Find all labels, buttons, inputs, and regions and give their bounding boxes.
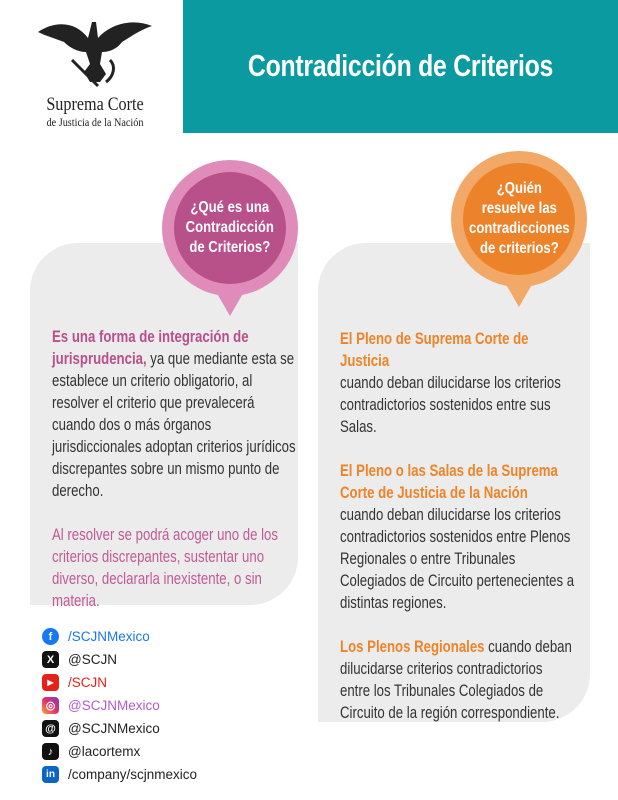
- linkedin-icon: in: [42, 766, 59, 783]
- bubble-text: ¿Quién resuelve las contradicciones de criterios?: [468, 180, 570, 257]
- header-banner: [183, 0, 618, 133]
- social-handle[interactable]: @SCJNMexico: [68, 721, 160, 736]
- bubble-pointer: [504, 281, 534, 307]
- question-bubble-who: [451, 151, 587, 287]
- social-handle[interactable]: @SCJNMexico: [68, 698, 160, 713]
- logo-subtitle: de Justicia de la Nación: [46, 115, 144, 129]
- social-links: [42, 625, 197, 786]
- resolver-item: [340, 328, 576, 438]
- resolver-desc: cuando deban dilucidarse los criterios contradictorios sostenidos entre Plenos Regionales o entre Tribunales Colegiados de Circuito pertenecientes a distintas regiones.: [340, 506, 575, 612]
- resolution-note: Al resolver se podrá acoger uno de los criterios discrepantes, sustentar uno diverso, declararla inexistente, o sin materia.: [52, 526, 278, 610]
- resolver-name: El Pleno o las Salas de la Suprema Corte de Justicia de la Nación: [340, 462, 558, 502]
- resolver-desc: cuando deban dilucidarse criterios contradictorios entre los Tribunales Colegiados de Circuito de la región correspondiente.: [340, 638, 572, 722]
- tiktok-icon: ♪: [42, 743, 59, 760]
- social-x[interactable]: [42, 648, 197, 671]
- definition-highlight: Es una forma de integración de jurisprudencia,: [52, 328, 249, 368]
- social-threads[interactable]: [42, 717, 197, 740]
- x-icon: X: [42, 651, 59, 668]
- resolver-name: Los Plenos Regionales: [340, 638, 485, 656]
- resolver-item: [340, 636, 576, 724]
- resolvers-text: [340, 328, 576, 746]
- question-bubble-what: [162, 160, 298, 296]
- threads-icon: @: [42, 720, 59, 737]
- social-handle[interactable]: @SCJN: [68, 652, 117, 667]
- social-linkedin[interactable]: [42, 763, 197, 786]
- social-handle[interactable]: /company/scjnmexico: [68, 767, 198, 782]
- resolver-item: [340, 460, 576, 614]
- social-handle[interactable]: @lacortemx: [68, 744, 141, 759]
- social-handle[interactable]: /SCJNMexico: [68, 629, 150, 644]
- resolver-name: El Pleno de Suprema Corte de Justicia: [340, 330, 529, 370]
- social-handle[interactable]: /SCJN: [68, 675, 108, 690]
- social-youtube[interactable]: [42, 671, 197, 694]
- page-title: Contradicción de Criterios: [247, 48, 554, 83]
- definition-text: [52, 326, 296, 634]
- eagle-emblem-icon: [36, 16, 154, 88]
- bubble-text: ¿Qué es una Contradicción de Criterios?: [185, 199, 275, 256]
- resolver-desc: cuando deban dilucidarse los criterios contradictorios sostenidos entre sus Salas.: [340, 374, 561, 436]
- social-tiktok[interactable]: [42, 740, 197, 763]
- social-instagram[interactable]: [42, 694, 197, 717]
- logo-name: Suprema Corte: [46, 94, 144, 115]
- bubble-pointer: [215, 290, 245, 316]
- social-facebook[interactable]: [42, 625, 197, 648]
- scjn-logo: [30, 16, 160, 131]
- definition-body: ya que mediante esta se establece un criterio obligatorio, al resolver el criterio que prevalecerá cuando dos o más órganos jurisdiccionales adoptan criterios jurídicos discrepantes sobre un mismo punto de derecho.: [52, 350, 296, 500]
- facebook-icon: f: [42, 628, 59, 645]
- youtube-icon: ▶: [42, 674, 59, 691]
- instagram-icon: ◎: [42, 697, 59, 714]
